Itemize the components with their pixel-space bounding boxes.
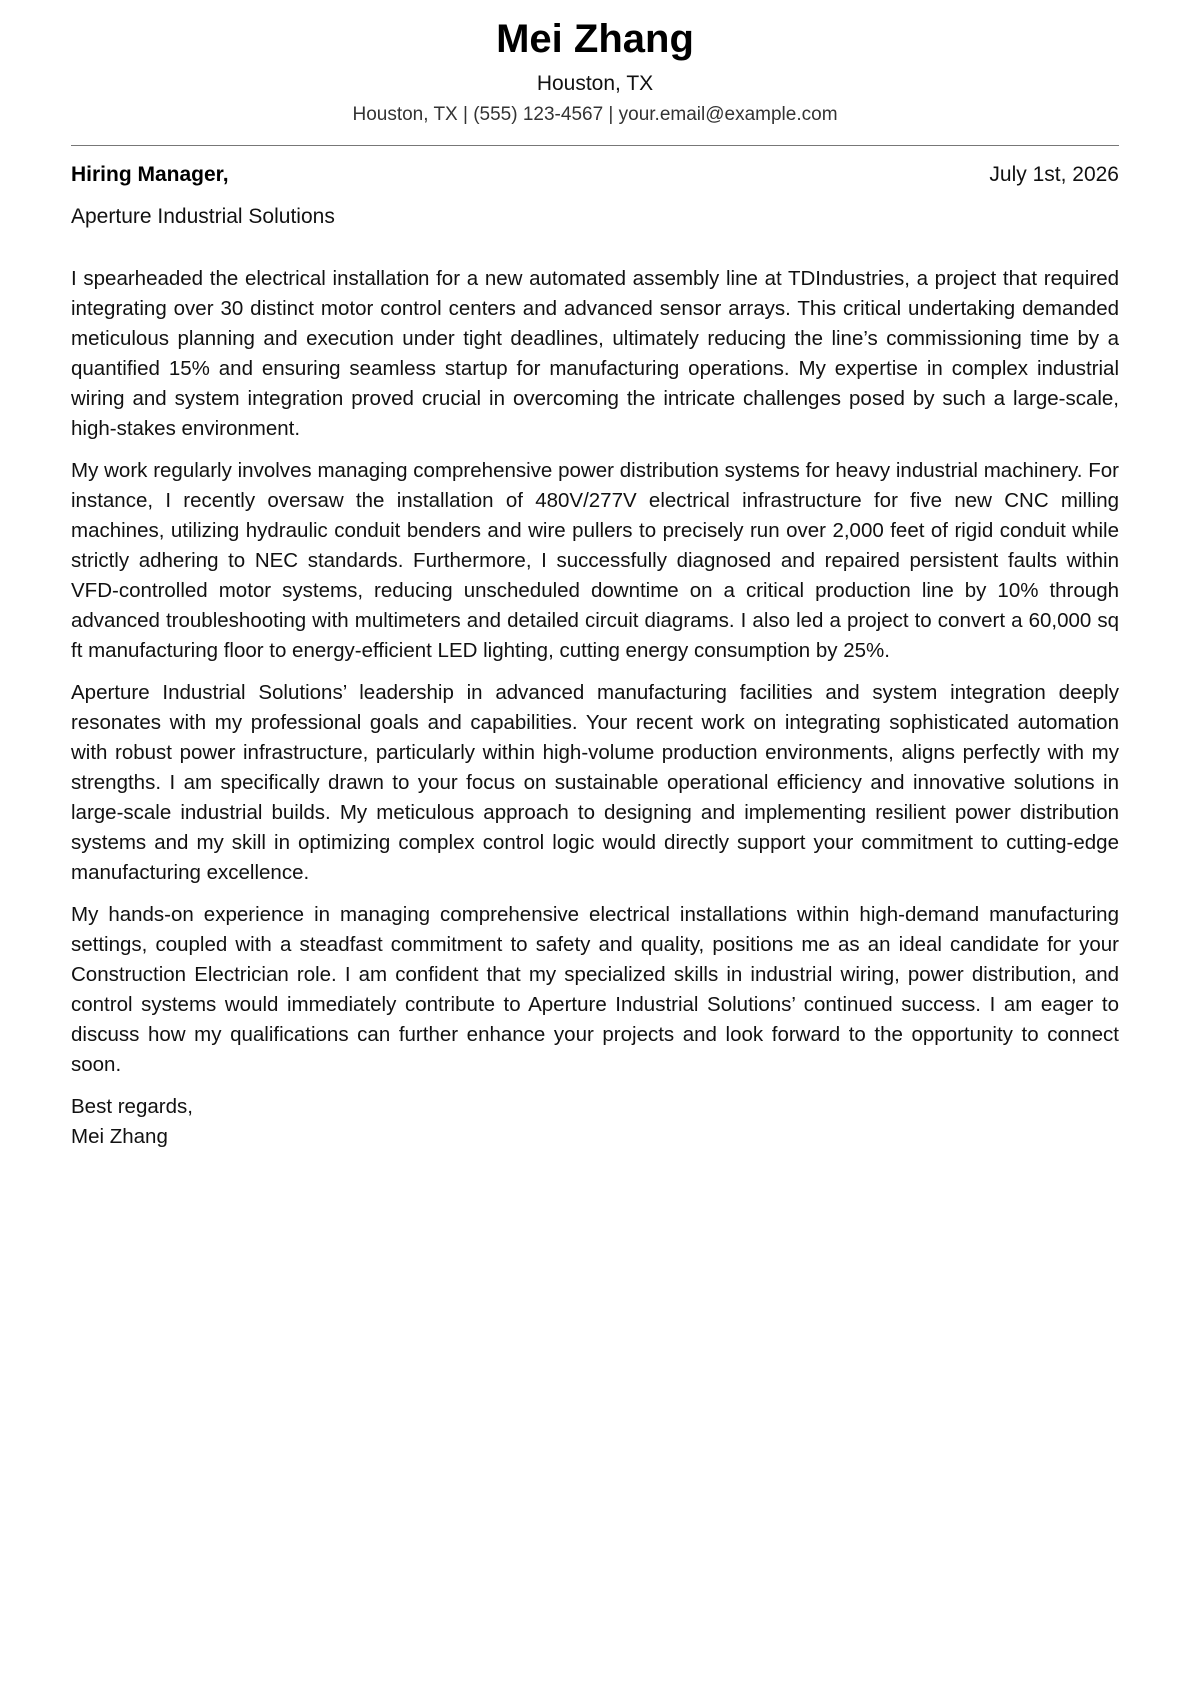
recipient-salutation: Hiring Manager,	[71, 163, 229, 186]
letter-closing	[71, 1092, 1119, 1152]
signature-name: Mei Zhang	[71, 1125, 168, 1148]
closing-phrase: Best regards,	[71, 1095, 193, 1118]
letter-date: July 1st, 2026	[989, 163, 1119, 186]
recipient-company: Aperture Industrial Solutions	[71, 205, 335, 228]
applicant-name: Mei Zhang	[496, 17, 694, 61]
contact-line: Houston, TX | (555) 123-4567 | your.email@example.com	[352, 104, 838, 125]
body-paragraph: My hands-on experience in managing comprehensive electrical installations within high-demand manufacturing settings, coupled with a steadfast commitment to safety and quality, positions me as an ideal candidate for your Construction Electrician role. I am confident that my specialized skills in industrial wiring, power distribution, and control systems would immediately contribute to Aperture Industrial Solutions’ continued success. I am eager to discuss how my qualifications can further enhance your projects and look forward to the opportunity to connect soon.	[71, 903, 1119, 1076]
body-paragraph: Aperture Industrial Solutions’ leadership in advanced manufacturing facilities and system integration deeply resonates with my professional goals and capabilities. Your recent work on integrating sophisticated automation with robust power infrastructure, particularly within high-volume production environments, aligns perfectly with my strengths. I am specifically drawn to your focus on sustainable operational efficiency and innovative solutions in large-scale industrial builds. My meticulous approach to designing and implementing resilient power distribution systems and my skill in optimizing complex control logic would directly support your commitment to cutting-edge manufacturing excellence.	[71, 681, 1119, 884]
letter-header	[71, 0, 1119, 128]
applicant-location: Houston, TX	[536, 72, 654, 95]
body-paragraph: I spearheaded the electrical installation for a new automated assembly line at TDIndustries, a project that required integrating over 30 distinct motor control centers and advanced sensor arrays. This critical undertaking demanded meticulous planning and execution under tight deadlines, ultimately reducing the line’s commissioning time by a quantified 15% and ensuring seamless startup for manufacturing operations. My expertise in complex industrial wiring and system integration proved crucial in overcoming the intricate challenges posed by such a large-scale, high-stakes environment.	[71, 267, 1119, 440]
recipient-date-row	[71, 160, 1119, 190]
letter-body	[71, 264, 1119, 1080]
body-paragraph: My work regularly involves managing comprehensive power distribution systems for heavy industrial machinery. For instance, I recently oversaw the installation of 480V/277V electrical infrastructure for five new CNC milling machines, utilizing hydraulic conduit benders and wire pullers to precisely run over 2,000 feet of rigid conduit while strictly adhering to NEC standards. Furthermore, I successfully diagnosed and repaired persistent faults within VFD-controlled motor systems, reducing unscheduled downtime on a critical production line by 10% through advanced troubleshooting with multimeters and detailed circuit diagrams. I also led a project to convert a 60,000 sq ft manufacturing floor to energy-efficient LED lighting, cutting energy consumption by 25%.	[71, 459, 1119, 662]
header-divider	[71, 145, 1119, 146]
